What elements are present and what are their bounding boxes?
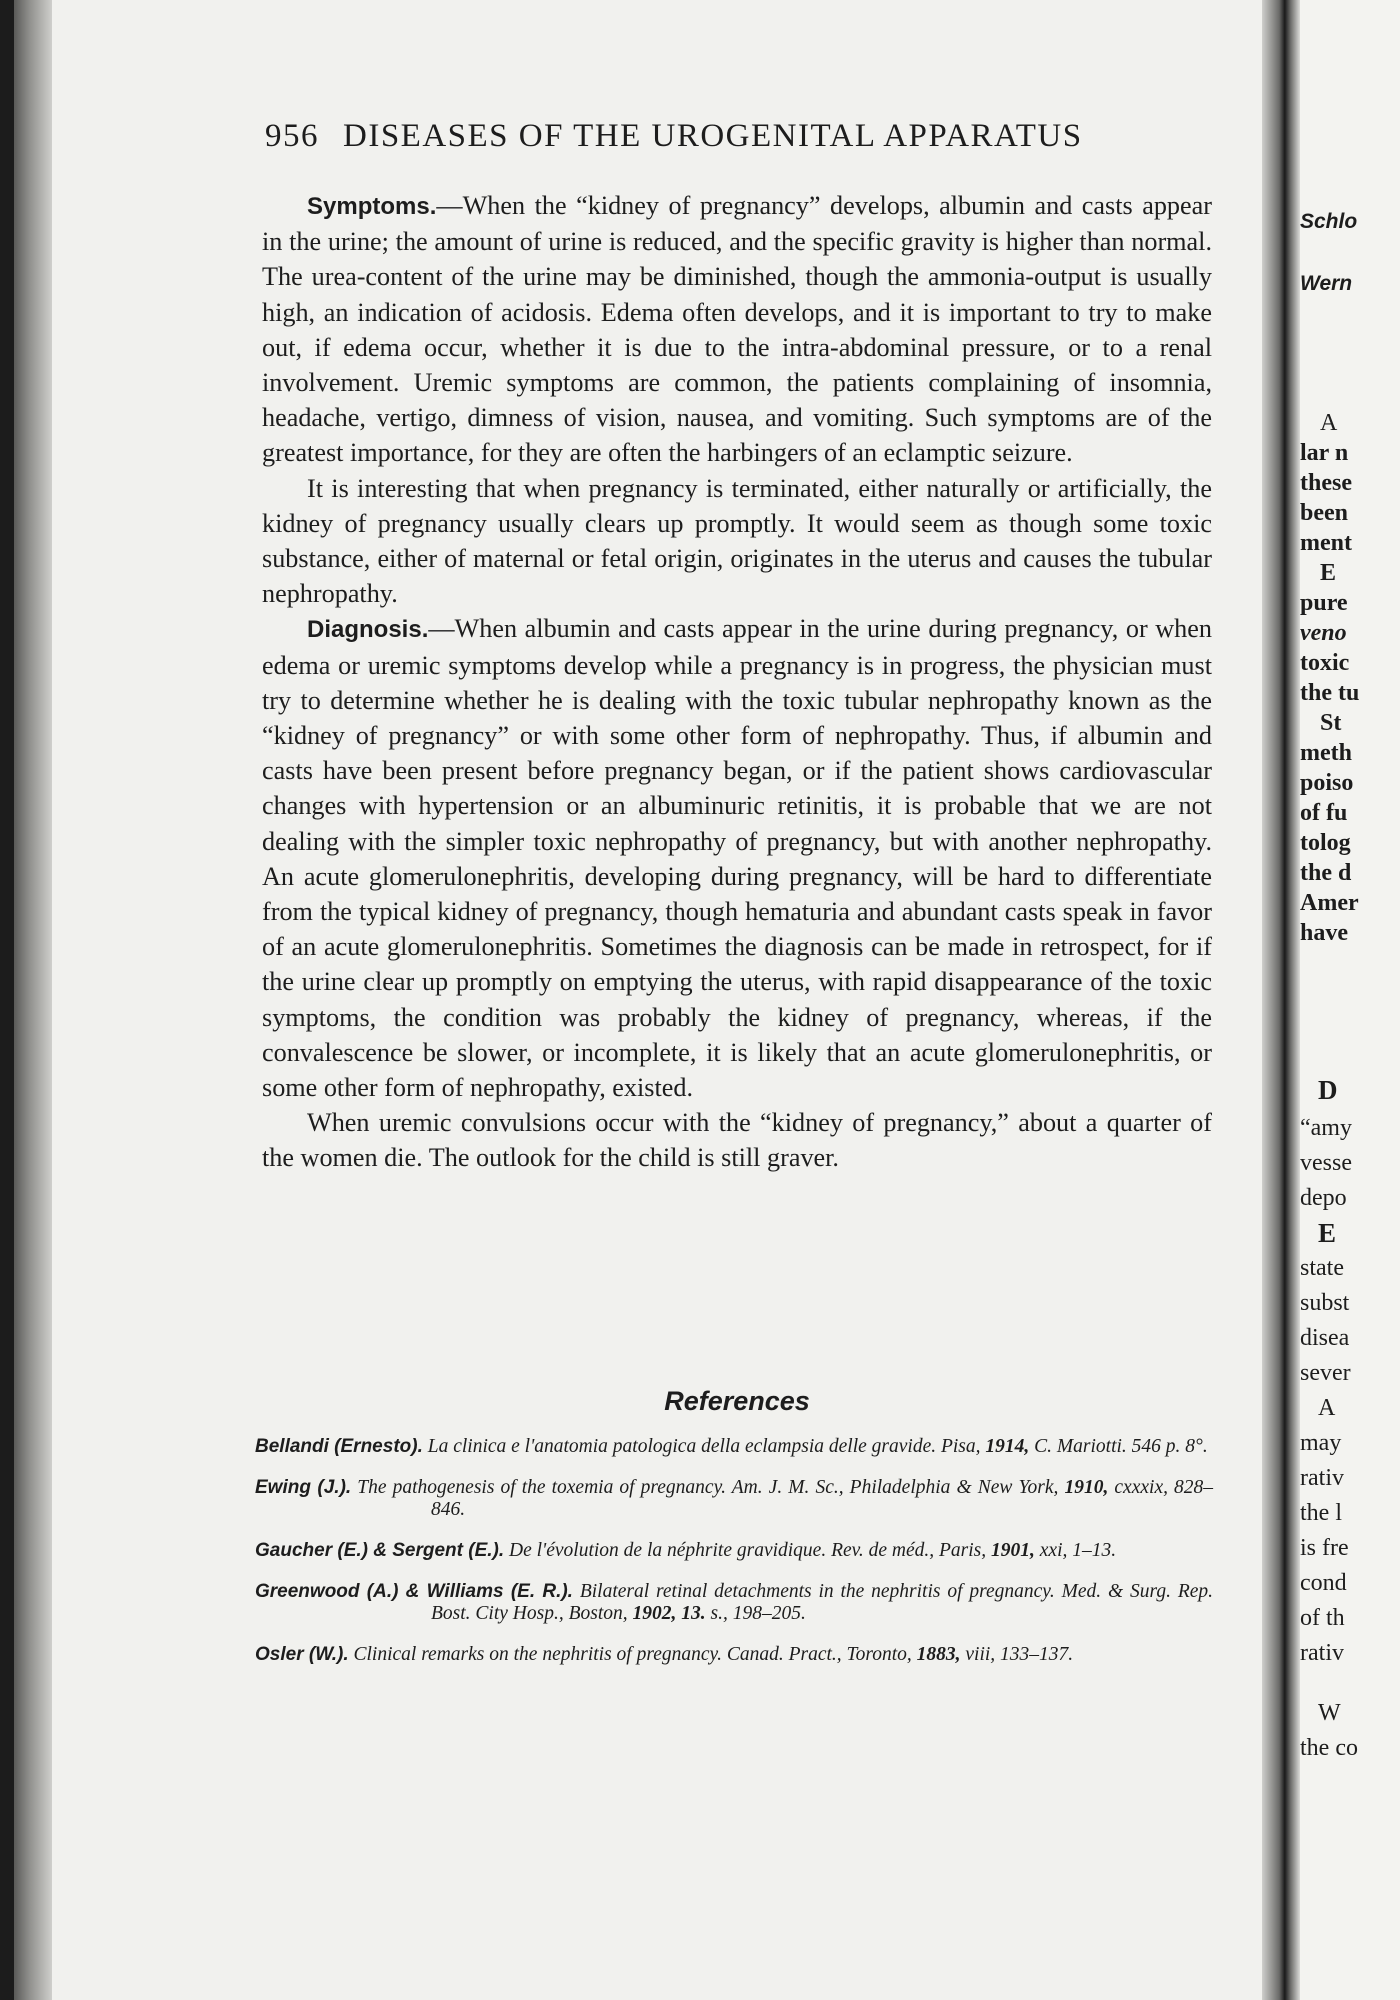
next-page-text: disea xyxy=(1300,1325,1350,1351)
next-page-text: the tu xyxy=(1300,680,1360,706)
next-page-text: of th xyxy=(1300,1605,1345,1631)
reference-year: 1883, xyxy=(916,1644,961,1665)
paragraph-termination: It is interesting that when pregnancy is terminated, either naturally or artificially, the kidney of pregnancy usually clears up promptly. It would seem as though some toxic substance, either of maternal or fetal origin, originates in the uterus and causes the tubular nephropathy. xyxy=(262,473,1212,609)
reference-text: The pathogenesis of the toxemia of pregnancy. Am. J. M. Sc., Philadelphia & New York, xyxy=(357,1477,1059,1498)
reference-text: cxxxix, 828–846. xyxy=(431,1477,1214,1520)
next-page-text: rativ xyxy=(1300,1640,1344,1666)
next-page-text: rativ xyxy=(1300,1465,1344,1491)
reference-year: 1914, xyxy=(985,1436,1030,1457)
body-text xyxy=(262,188,1212,1176)
reference-year: 1901, xyxy=(991,1540,1035,1561)
reference-author: Ewing (J.). xyxy=(255,1477,352,1498)
reference-author: Osler (W.). xyxy=(255,1644,349,1665)
next-page-text: the co xyxy=(1300,1735,1358,1761)
next-page-text: A xyxy=(1318,1395,1336,1421)
next-page-text: toxic xyxy=(1300,650,1350,676)
next-page-text: ment xyxy=(1300,530,1352,556)
next-page-text: Schlo xyxy=(1300,210,1358,233)
reference-year: 1910, xyxy=(1064,1477,1109,1498)
next-page-text: E xyxy=(1320,560,1337,586)
next-page-text: tolog xyxy=(1300,830,1351,856)
paragraph-text: —When albumin and casts appear in the urine during pregnancy, or when edema or uremic symptoms develop while a pregnancy is in progress, the physician must try to determine whether he is dealing with the toxic tubular nephropathy known as the “kidney of pregnancy” or with some other form of nephropathy. Thus, if albumin and casts have been present before pregnancy began, or if the patient shows cardiovascular changes with hypertension or an albuminuric retinitis, it is probable that we are not dealing with the simpler toxic nephropathy of pregnancy, but with another nephropathy. An acute glomerulonephritis, developing during pregnancy, will be hard to differentiate from the typical kidney of pregnancy, though hematuria and abundant casts speak in favor of an acute glomerulonephritis. Sometimes the diagnosis can be made in retrospect, for if the urine clear up promptly on emptying the uterus, with rapid disappearance of the toxic symptoms, the condition was probably the kidney of pregnancy, whereas, if the convalescence be slower, or incomplete, it is likely that an acute glomerulonephritis, or some other form of nephropathy, existed. xyxy=(262,614,1212,1103)
next-page-text: vesse xyxy=(1300,1150,1352,1176)
paragraph-text: —When the “kidney of pregnancy” develops, albumin and casts appear in the urine; the amount of urine is reduced, and the specific gravity is higher than normal. The urea-content of the urine may be diminished, though the ammonia-output is usually high, an indication of acidosis. Edema often develops, and it is important to try to make out, if edema occur, whether it is due to the intra-abdominal pressure, or to a renal involvement. Uremic symptoms are common, the patients complaining of insomnia, headache, vertigo, dimness of vision, nausea, and vomiting. Such symptoms are of the greatest importance, for they are often the harbingers of an eclamptic seizure. xyxy=(262,191,1212,468)
next-page-text: D xyxy=(1318,1075,1338,1105)
next-page-text: pure xyxy=(1300,590,1348,616)
next-page-text: have xyxy=(1300,920,1348,946)
next-page-fragment xyxy=(1300,0,1400,2000)
reference-item xyxy=(255,1436,1213,1458)
next-page-text: of fu xyxy=(1300,800,1348,826)
reference-text: La clinica e l'anatomia patologica della eclampsia delle gravide. Pisa, xyxy=(427,1436,981,1457)
next-page-text: “amy xyxy=(1300,1115,1352,1141)
next-page-text: depo xyxy=(1300,1185,1347,1211)
next-page-text: veno xyxy=(1300,620,1347,646)
reference-item xyxy=(255,1540,1213,1562)
reference-author: Greenwood (A.) & Williams (E. R.). xyxy=(255,1581,573,1602)
next-page-text: is fre xyxy=(1300,1535,1349,1561)
next-page-text: cond xyxy=(1300,1570,1347,1596)
running-title: DISEASES OF THE UROGENITAL APPARATUS xyxy=(343,118,1083,154)
next-page-text: state xyxy=(1300,1255,1344,1281)
reference-text: xxi, 1–13. xyxy=(1039,1540,1117,1561)
next-page-text: meth xyxy=(1300,740,1352,766)
references-heading: References xyxy=(664,1386,810,1416)
reference-item xyxy=(255,1581,1213,1625)
next-page-text: A xyxy=(1320,410,1338,436)
next-page-text: the d xyxy=(1300,860,1352,886)
reference-text: s., 198–205. xyxy=(710,1603,806,1624)
run-in-heading-symptoms: Symptoms. xyxy=(307,193,437,220)
paragraph-prognosis: When uremic convulsions occur with the “kidney of pregnancy,” about a quarter of the women die. The outlook for the child is still graver. xyxy=(262,1108,1212,1173)
next-page-text: these xyxy=(1300,470,1352,496)
reference-text: C. Mariotti. 546 p. 8°. xyxy=(1034,1436,1208,1457)
reference-author: Bellandi (Ernesto). xyxy=(255,1436,423,1457)
paragraph-symptoms xyxy=(262,188,1212,471)
reference-author: Gaucher (E.) & Sergent (E.). xyxy=(255,1540,505,1561)
next-page-text: the l xyxy=(1300,1500,1342,1526)
running-header xyxy=(265,118,1215,155)
next-page-text: sever xyxy=(1300,1360,1351,1386)
next-page-text: subst xyxy=(1300,1290,1350,1316)
next-page-text: may xyxy=(1300,1430,1342,1456)
book-gutter xyxy=(1262,0,1300,2000)
next-page-text: W xyxy=(1318,1700,1341,1726)
reference-item xyxy=(255,1644,1213,1666)
page-left-edge-shadow xyxy=(14,0,52,2000)
reference-item xyxy=(255,1477,1213,1521)
reference-text: Clinical remarks on the nephritis of pregnancy. Canad. Pract., Toronto, xyxy=(353,1644,912,1665)
next-page-text: poiso xyxy=(1300,770,1354,796)
run-in-heading-diagnosis: Diagnosis. xyxy=(307,616,429,644)
next-page-text: St xyxy=(1320,710,1342,736)
reference-list xyxy=(255,1436,1213,1685)
next-page-text: lar n xyxy=(1300,440,1349,466)
paragraph-diagnosis xyxy=(262,611,1212,1105)
reference-text: viii, 133–137. xyxy=(965,1644,1074,1665)
reference-text: Bilateral retinal detachments in the nephritis of pregnancy. Med. & Surg. Rep. Bost. City Hosp., Boston, xyxy=(431,1581,1214,1624)
next-page-text: E xyxy=(1318,1218,1337,1248)
reference-text: De l'évolution de la néphrite gravidique. Rev. de méd., Paris, xyxy=(509,1540,987,1561)
next-page-text: Amer xyxy=(1300,890,1359,916)
reference-year: 1902, 13. xyxy=(632,1603,706,1624)
next-page-text: Wern xyxy=(1300,272,1353,295)
next-page-text: been xyxy=(1300,500,1348,526)
page-number: 956 xyxy=(265,118,319,154)
